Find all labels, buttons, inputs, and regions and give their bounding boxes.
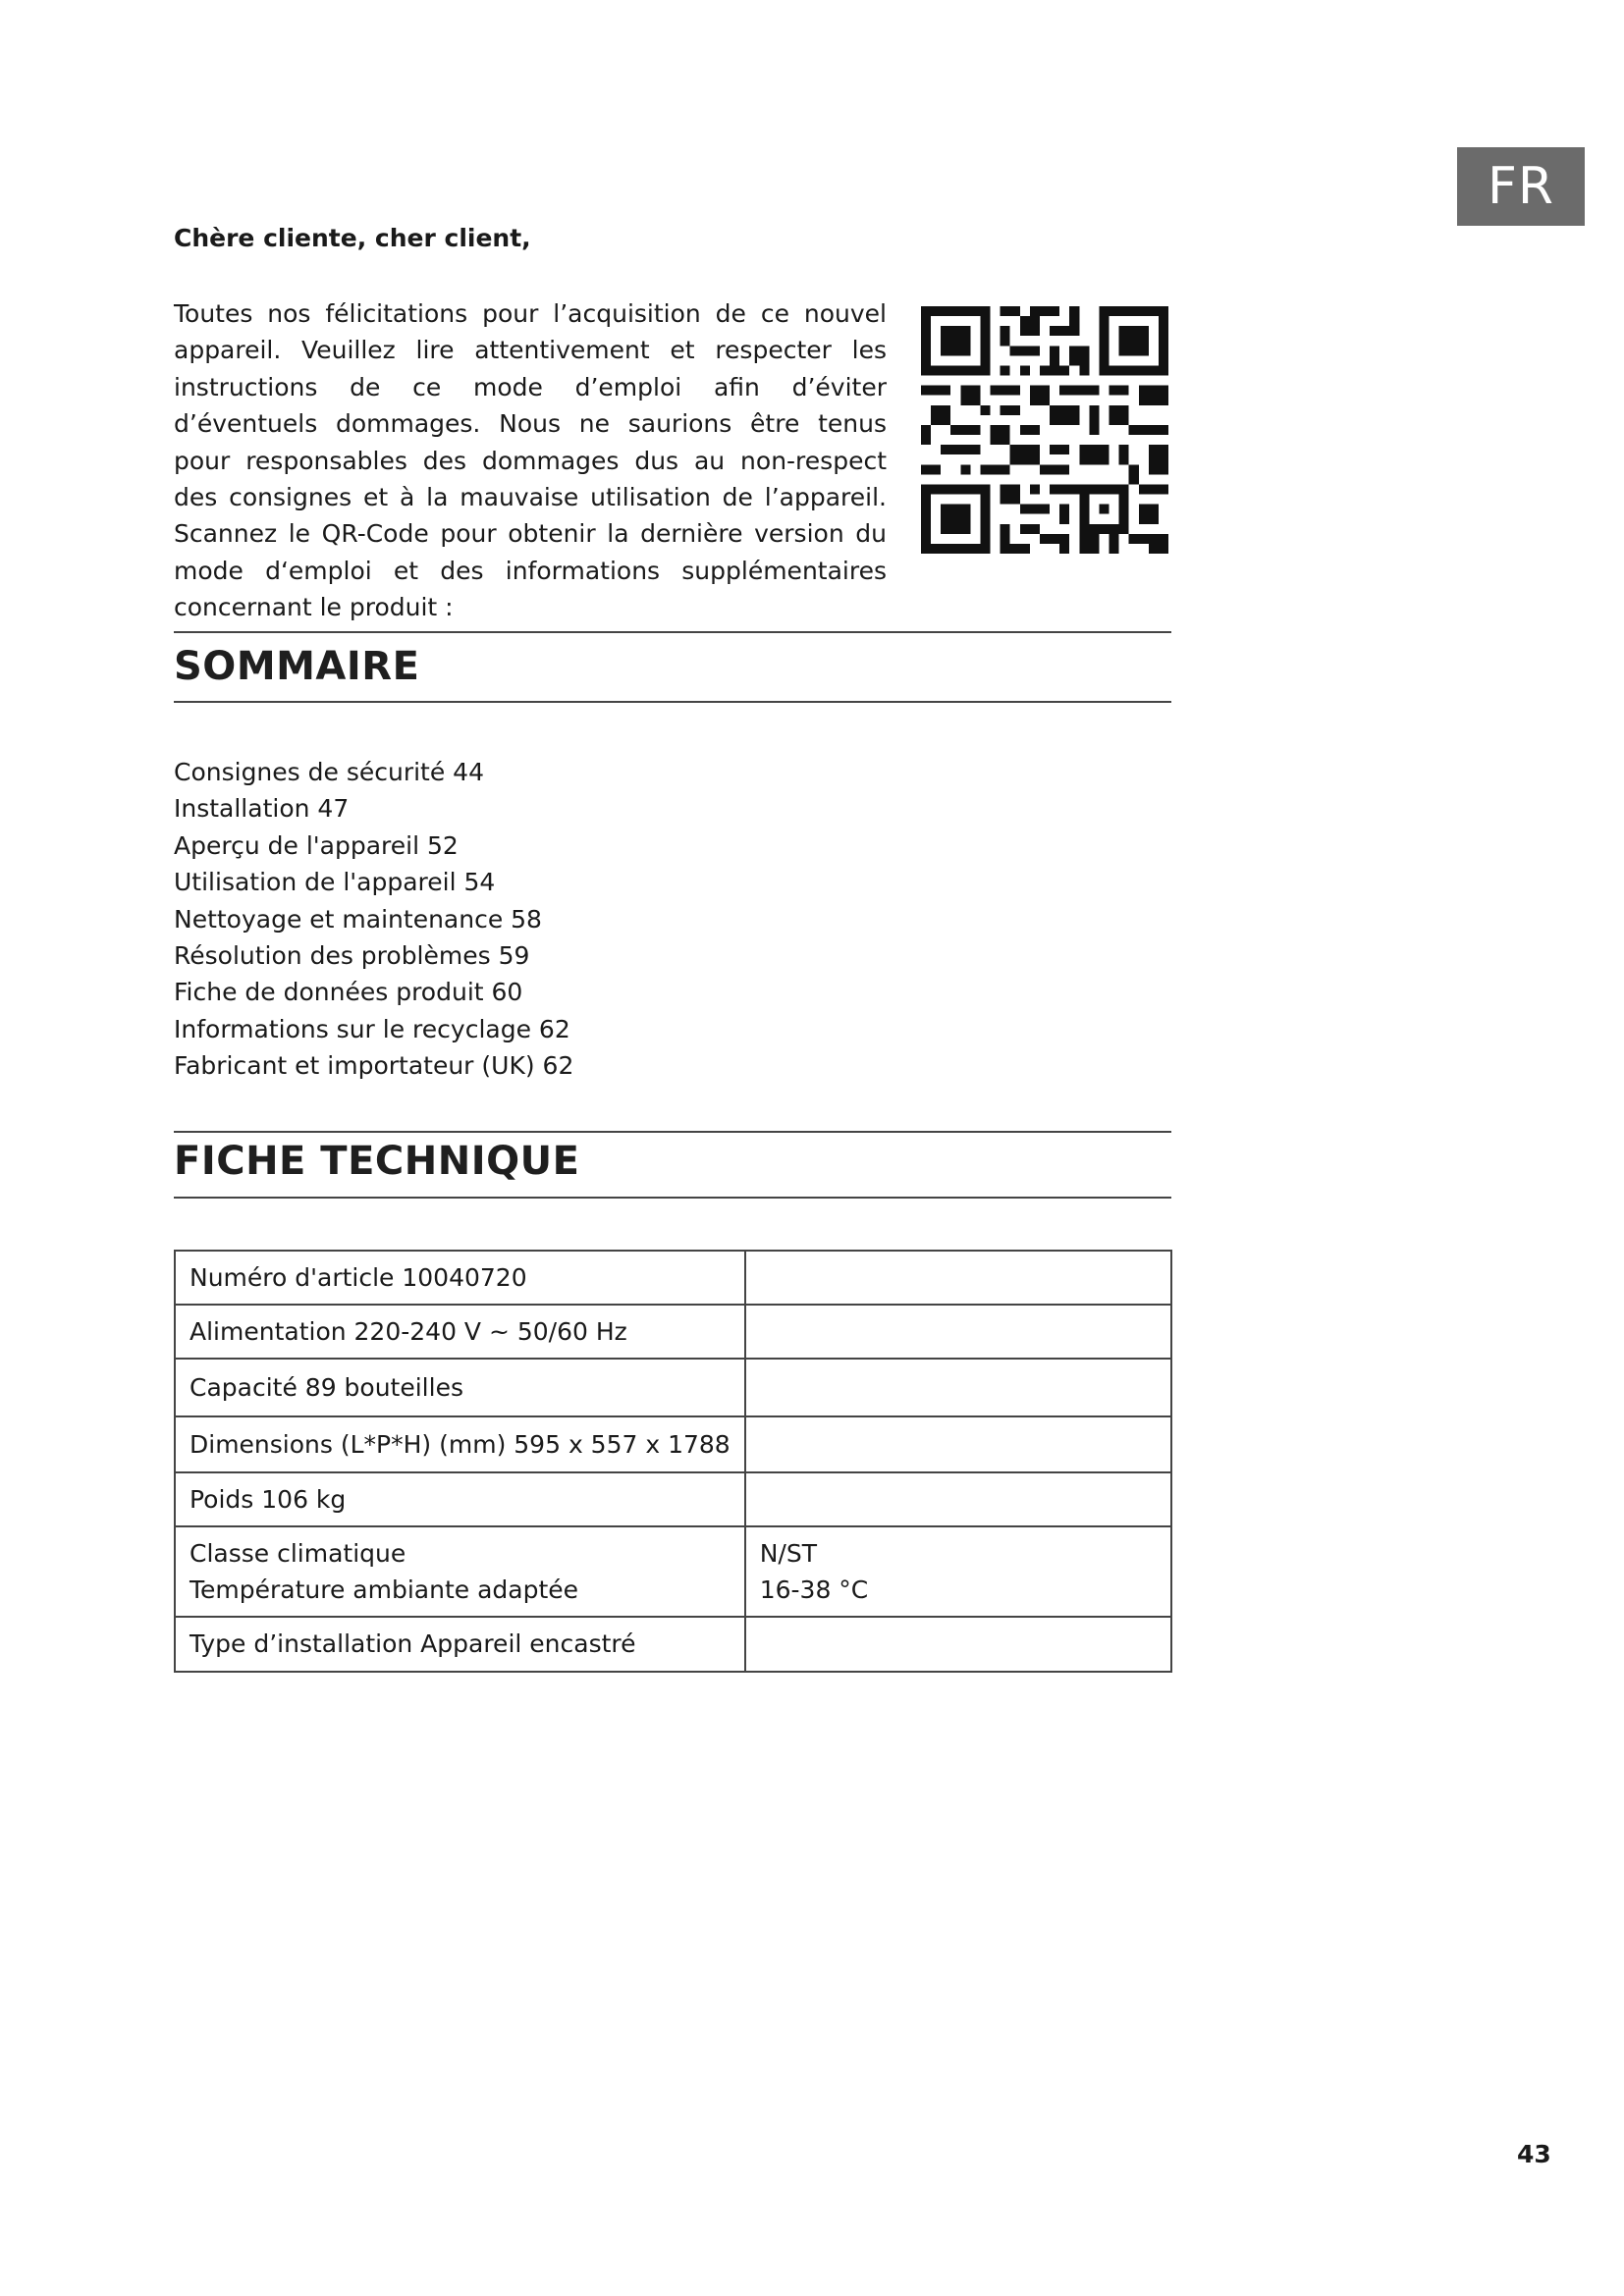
summary-item: Nettoyage et maintenance 58 <box>174 904 542 934</box>
spec-label: Poids 106 kg <box>175 1472 745 1526</box>
intro-paragraph: Toutes nos félicitations pour l’acquisition de ce nouvel appareil. Veuillez lire attentivement et respecter les instructions de ce mode d’emploi afin d’éviter d’éventuels dommages. Nous ne saurions être tenus pour responsables des dommages dus au non-respect des consignes et à la mauvaise utilisation de l’appareil. Scannez le QR-Code pour obtenir la dernière version du mode d‘emploi et des informations supplémentaires concernant le produit : <box>174 299 887 622</box>
summary-item: Informations sur le recyclage 62 <box>174 1014 570 1043</box>
spec-value <box>745 1472 1171 1526</box>
table-row <box>175 1251 1171 1305</box>
spec-label: Capacité 89 bouteilles <box>175 1359 745 1416</box>
table-row <box>175 1617 1171 1672</box>
specs-table <box>174 1250 1172 1673</box>
salutation: Chère cliente, cher client, <box>174 224 531 252</box>
specs-title: FICHE TECHNIQUE <box>174 1139 580 1184</box>
summary-item: Résolution des problèmes 59 <box>174 941 530 971</box>
spec-label: Alimentation 220-240 V ~ 50/60 Hz <box>175 1305 745 1359</box>
spec-value <box>745 1359 1171 1416</box>
spec-value <box>745 1251 1171 1305</box>
summary-item: Utilisation de l'appareil 54 <box>174 868 496 897</box>
spec-label <box>175 1526 745 1617</box>
table-row <box>175 1359 1171 1416</box>
summary-list <box>174 754 573 1085</box>
specs-rule-bottom <box>174 1197 1171 1199</box>
summary-title: SOMMAIRE <box>174 644 420 689</box>
spec-label-line: Classe climatique <box>189 1538 406 1568</box>
spec-label-text: Dimensions (L*P*H) (mm) 595 x 557 x 1788 <box>189 1429 731 1459</box>
spec-value <box>745 1617 1171 1672</box>
table-row <box>175 1305 1171 1359</box>
language-tab: FR <box>1457 147 1585 226</box>
summary-item: Fiche de données produit 60 <box>174 978 523 1007</box>
spec-label: Type d’installation Appareil encastré <box>175 1617 745 1672</box>
summary-item: Consignes de sécurité 44 <box>174 758 484 786</box>
spec-value-line: N/ST <box>759 1538 817 1568</box>
spec-value-line: 16-38 °C <box>759 1575 869 1604</box>
summary-item: Aperçu de l'appareil 52 <box>174 830 459 860</box>
spec-label <box>175 1416 745 1472</box>
summary-item: Installation 47 <box>174 794 350 824</box>
summary-rule-top <box>174 631 1171 633</box>
spec-label: Numéro d'article 10040720 <box>175 1251 745 1305</box>
table-row <box>175 1472 1171 1526</box>
spec-value <box>745 1416 1171 1472</box>
page-number: 43 <box>1517 2140 1551 2168</box>
summary-rule-bottom <box>174 701 1171 703</box>
specs-rule-top <box>174 1131 1171 1133</box>
table-row <box>175 1416 1171 1472</box>
summary-item: Fabricant et importateur (UK) 62 <box>174 1051 574 1081</box>
table-row <box>175 1526 1171 1617</box>
spec-value <box>745 1526 1171 1617</box>
qr-code <box>921 306 1168 554</box>
spec-label-line: Température ambiante adaptée <box>189 1575 579 1604</box>
spec-value <box>745 1305 1171 1359</box>
